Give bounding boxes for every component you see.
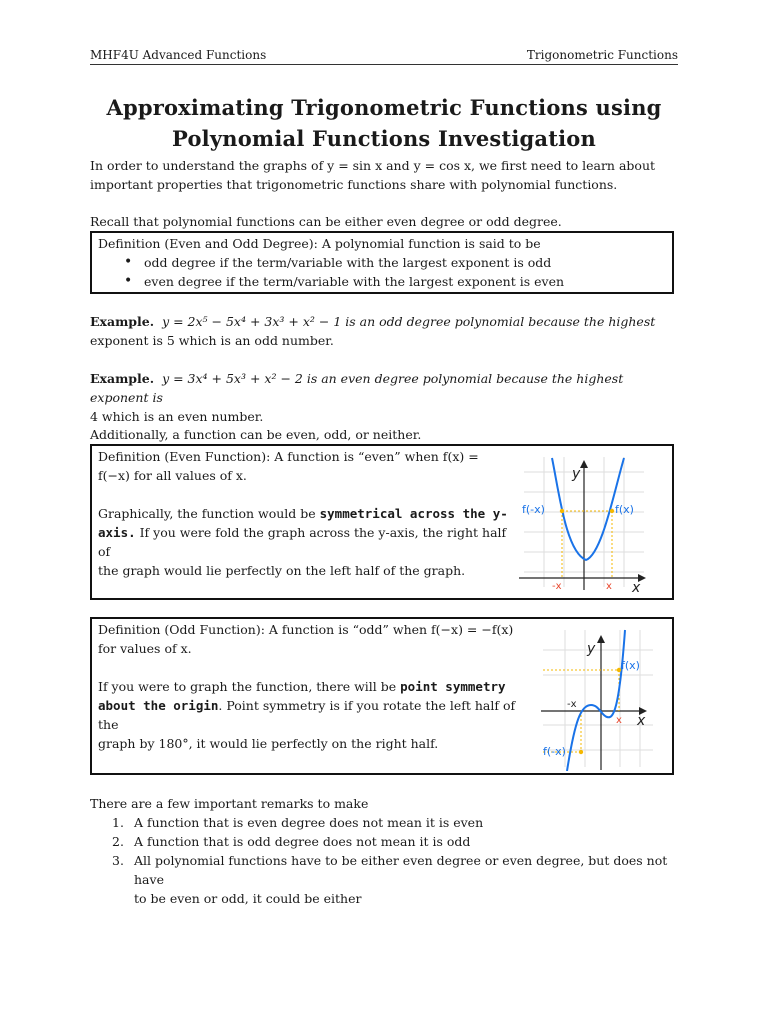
even-graphical-text: Graphically, the function would be symmetrical across the y- axis. If you were fold the graph across the y-axis, the right half of the graph would lie perfectly on the left half of the graph.: [98, 506, 508, 578]
page-title: Approximating Trigonometric Functions using Polynomial Functions Investigation: [106, 95, 662, 151]
point-f-x: [610, 509, 614, 513]
header-unit: Trigonometric Functions: [526, 48, 678, 62]
degree-definition-heading: Definition (Even and Odd Degree): A polynomial function is said to be: [98, 236, 541, 251]
point-f-neg-x: [579, 750, 583, 754]
even-definition-line1: Definition (Even Function): A function is “even” when f(x) =: [98, 449, 479, 464]
example-label: Example.: [90, 314, 155, 329]
even-definition-line2: f(−x) for all values of x.: [98, 468, 247, 483]
odd-function-graph: [535, 625, 657, 771]
left-point-label: f(-x): [522, 503, 545, 516]
remarks-list: [90, 813, 678, 908]
even-function-box: [90, 444, 674, 600]
example-label: Example.: [90, 371, 155, 386]
y-axis-arrow-icon: [580, 460, 588, 468]
right-point-label: f(x): [615, 503, 634, 516]
neg-x-tick-label: -x: [552, 581, 562, 592]
pos-x-tick-label: x: [606, 581, 612, 592]
header-rule: [90, 64, 678, 65]
recall-sentence: Recall that polynomial functions can be either even degree or odd degree.: [90, 214, 562, 229]
pos-x-tick-label: x: [616, 715, 622, 726]
remarks-section: [90, 794, 678, 908]
y-axis-label: y: [587, 641, 596, 657]
degree-bullet-odd: • odd degree if the term/variable with the largest exponent is odd: [98, 253, 668, 272]
degree-definition-box: [90, 231, 674, 294]
neg-x-tick-label: -x: [567, 699, 577, 710]
example-even-degree: Example. y = 3x⁴ + 5x³ + x² − 2 is an even degree polynomial because the highest exponent is 4 which is an even number.: [90, 371, 624, 424]
bottom-point-label: f(-x): [543, 745, 566, 758]
intro-paragraph: In order to understand the graphs of y = sin x and y = cos x, we first need to learn about important properties that trigonometric functions share with polynomial functions.: [90, 158, 656, 192]
x-axis-label: x: [632, 580, 641, 594]
odd-definition-line2: for values of x.: [98, 641, 192, 656]
list-item: 1. A function that is even degree does not mean it is even: [112, 815, 484, 830]
additionally-sentence: Additionally, a function can be even, odd, or neither.: [90, 427, 422, 442]
x-axis-label: x: [637, 713, 646, 729]
odd-function-box: [90, 617, 674, 775]
degree-bullet-even: • even degree if the term/variable with the largest exponent is even: [98, 272, 668, 291]
list-item: 2. A function that is odd degree does not mean it is odd: [112, 834, 471, 849]
even-function-graph: [514, 452, 654, 594]
running-header: [90, 48, 678, 62]
remarks-intro: There are a few important remarks to make: [90, 796, 369, 811]
odd-definition-line1: Definition (Odd Function): A function is “odd” when f(−x) = −f(x): [98, 622, 514, 637]
y-axis-arrow-icon: [597, 635, 605, 643]
y-axis-label: y: [572, 466, 581, 482]
top-point-label: f(x): [621, 659, 640, 672]
example-odd-degree: Example. y = 2x⁵ − 5x⁴ + 3x³ + x² − 1 is an odd degree polynomial because the highest exponent is 5 which is an odd number.: [90, 314, 656, 348]
odd-graphical-text: If you were to graph the function, there will be point symmetry about the origin. Point symmetry is if you rotate the left half of the graph by 180°, it would lie perfectly on the right half.: [98, 679, 516, 751]
header-course: MHF4U Advanced Functions: [90, 48, 267, 62]
point-f-neg-x: [560, 509, 564, 513]
list-item: 3. All polynomial functions have to be either even degree or even degree, but does not have to be even or odd, it could be either: [112, 853, 668, 906]
